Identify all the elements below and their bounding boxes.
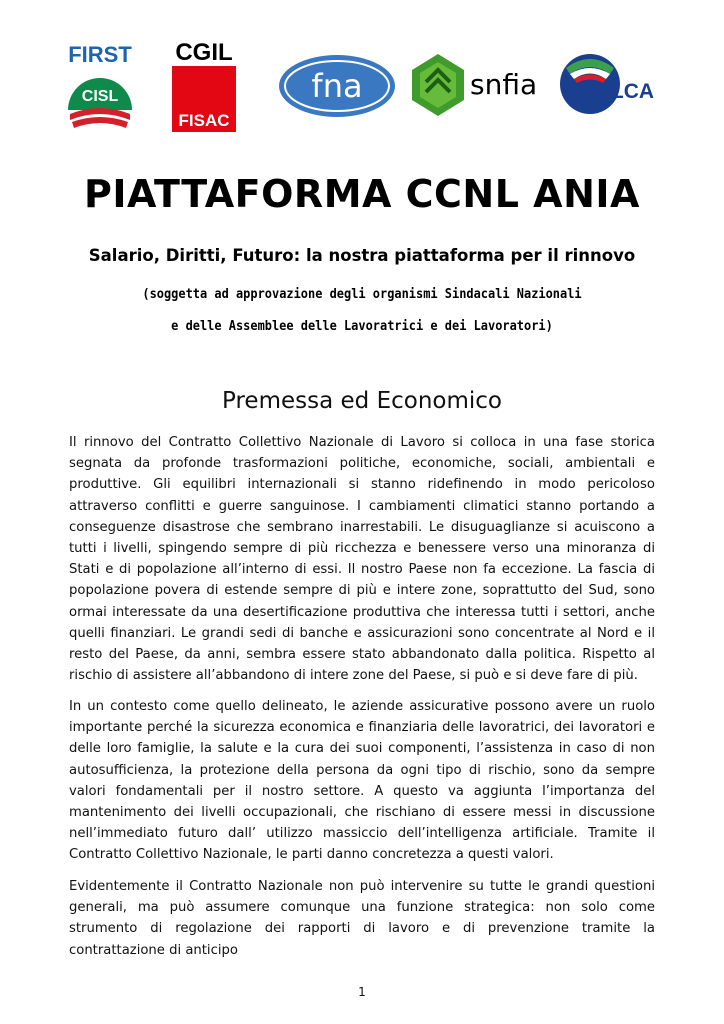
document-subtitle: Salario, Diritti, Futuro: la nostra piattaforma per il rinnovo	[88, 246, 636, 265]
document-title: PIATTAFORMA CCNL ANIA	[84, 172, 640, 216]
logo-bar	[58, 38, 666, 134]
snfia-text: snfia	[470, 68, 538, 101]
uilca-text: UILCA	[589, 80, 655, 103]
fisac-bottom-text: FISAC	[178, 111, 230, 130]
body-paragraph: Evidentemente il Contratto Nazionale non può intervenire su tutte le grandi questioni generali, ma può assumere comunque una funzione strategica: non solo come strumento di regolazione dei rapporti di lavoro e di prevenzione tramite la contrattazione di anticipo	[69, 879, 655, 958]
section-heading: Premessa ed Economico	[222, 388, 502, 414]
page-number: 1	[358, 985, 366, 999]
approval-note-line-1: (soggetta ad approvazione degli organismi Sindacali Nazionali	[142, 287, 582, 302]
snfia-logo	[408, 52, 548, 118]
cgil-fisac-logo	[168, 38, 240, 132]
first-cisl-logo	[58, 40, 142, 132]
approval-note-line-2: e delle Assemblee delle Lavoratrici e dei Lavoratori)	[171, 319, 553, 334]
uilca-logo	[556, 46, 664, 120]
first-cisl-badge-text: CISL	[81, 88, 119, 105]
cgil-top-text: CGIL	[175, 39, 233, 66]
first-cisl-top-text: FIRST	[68, 42, 132, 67]
fna-text: fna	[311, 67, 363, 105]
fna-logo	[276, 52, 398, 120]
body-paragraph: In un contesto come quello delineato, le aziende assicurative possono avere un ruolo importante perché la sicurezza economica e finanziaria delle lavoratrici, dei lavoratori e delle loro famiglie, la salute e la cura dei suoi componenti, l’assistenza in caso di non autosufficienza, la protezione della persona da ogni tipo di rischio, sono da sempre valori fondamentali per il nostro settore. A questo va aggiunta l’importanza del mantenimento dei livelli occupazionali, che rischiano di essere messi in discussione nell’immediato futuro dall’ utilizzo massiccio dell’intelligenza artificiale. Tramite il Contratto Collettivo Nazionale, le parti danno concretezza a questi valori.	[69, 699, 655, 863]
body-paragraph: Il rinnovo del Contratto Collettivo Nazionale di Lavoro si colloca in una fase storica segnata da profonde trasformazioni politiche, economiche, sociali, ambientali e produttive. Gli equilibri internazionali si stanno ridefinendo in modo pericoloso attraverso conflitti e guerre sanguinose. I cambiamenti climatici stanno portando a conseguenze disastrose che sembrano inarrestabili. Le disuguaglianze si acuiscono a tutti i livelli, spingendo sempre di più ricchezza e benessere verso una minoranza di Stati e di popolazione all’interno di essi. Il nostro Paese non fa eccezione. La fascia di popolazione povera di estende sempre di più e intere zone, soprattutto del Sud, sono ormai interessate da una desertificazione produttiva che interessa tutti i settori, anche quelli finanziari. Le grandi sedi di banche e assicurazioni sono concentrate al Nord e il resto del Paese, da anni, sembra essere stato abbandonato dalla politica. Rispetto al rischio di assistere all’abbandono di intere zone del Paese, si può e si deve fare di più.	[69, 435, 655, 684]
